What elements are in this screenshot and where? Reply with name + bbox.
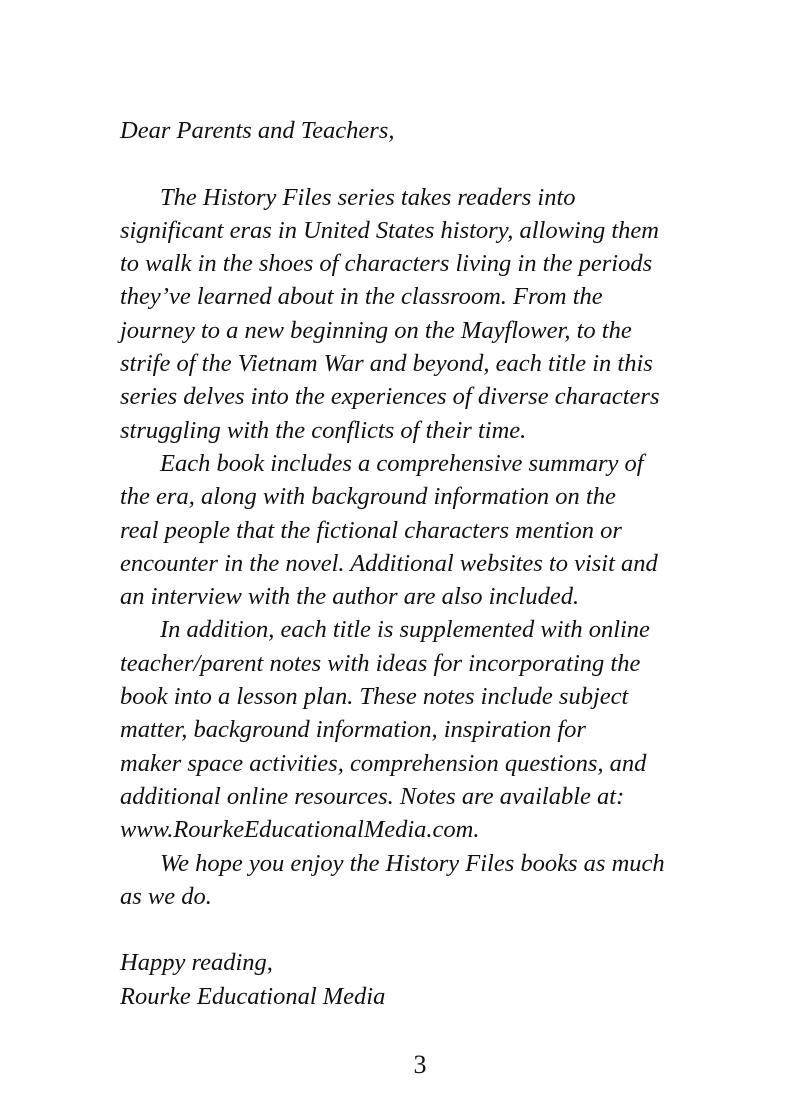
paragraph-2 — [120, 447, 720, 613]
blank-line — [120, 147, 720, 180]
paragraph-line: the era, along with background information on the — [120, 483, 616, 511]
paragraph-line: additional online resources. Notes are available at: — [120, 782, 625, 810]
paragraph-line: encounter in the novel. Additional websites to visit and — [120, 549, 658, 577]
signature: Rourke Educational Media — [120, 982, 386, 1010]
paragraph-line: to walk in the shoes of characters living in the periods — [120, 250, 653, 278]
closing: Happy reading, — [120, 949, 273, 977]
paragraph-line: journey to a new beginning on the Mayflower, to the — [120, 316, 632, 344]
paragraph-line: an interview with the author are also included. — [120, 583, 580, 611]
blank-line — [120, 913, 720, 946]
letter-body — [120, 114, 720, 1013]
paragraph-line: The History Files series takes readers into — [160, 183, 576, 211]
paragraph-line: struggling with the conflicts of their time. — [120, 416, 527, 444]
paragraph-line: book into a lesson plan. These notes include subject — [120, 683, 629, 711]
salutation: Dear Parents and Teachers, — [120, 117, 395, 144]
paragraph-line: strife of the Vietnam War and beyond, each title in this — [120, 350, 653, 378]
paragraph-line: We hope you enjoy the History Files books as much — [160, 849, 665, 877]
website-link: www.RourkeEducationalMedia.com. — [120, 816, 480, 844]
paragraph-line: In addition, each title is supplemented with online — [160, 616, 650, 644]
paragraph-line: as we do. — [120, 882, 212, 910]
paragraph-line: real people that the fictional characters mention or — [120, 516, 622, 544]
paragraph-line: Each book includes a comprehensive summary of — [160, 449, 644, 477]
paragraph-line: matter, background information, inspiration for — [120, 716, 586, 744]
paragraph-line: teacher/parent notes with ideas for incorporating the — [120, 649, 641, 677]
paragraph-line: they’ve learned about in the classroom. From the — [120, 283, 603, 311]
paragraph-4 — [120, 847, 720, 914]
paragraph-line: series delves into the experiences of diverse characters — [120, 383, 660, 411]
paragraph-line: significant eras in United States history, allowing them — [120, 216, 659, 244]
paragraph-3 — [120, 613, 720, 846]
paragraph-line: maker space activities, comprehension questions, and — [120, 749, 647, 777]
paragraph-1 — [120, 181, 720, 447]
page-number: 3 — [413, 1050, 427, 1079]
